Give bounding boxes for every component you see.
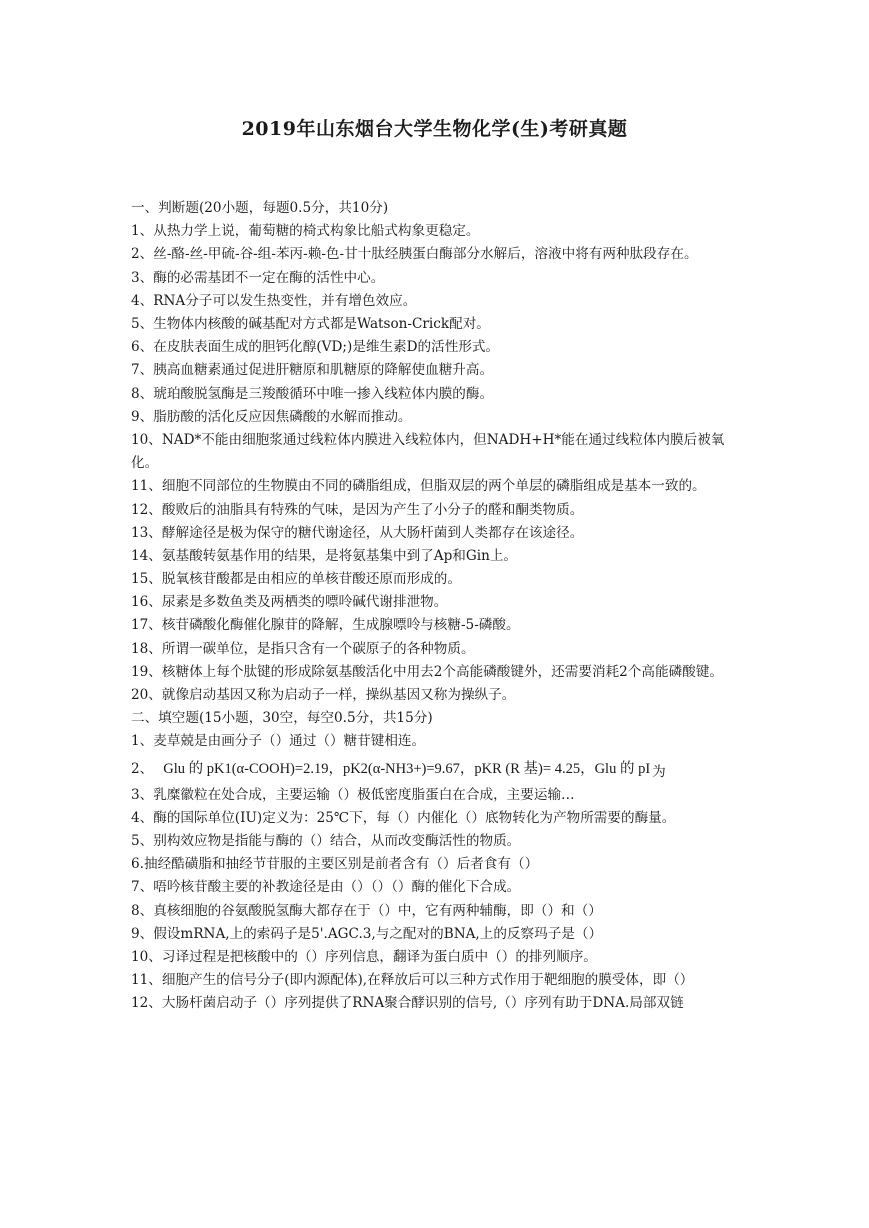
question-item: 2、丝-酪-丝-甲硫-谷-组-苯丙-赖-色-甘十肽经胰蛋白酶部分水解后，溶液中将有两种肽段存在。 bbox=[131, 246, 698, 263]
question-item: 16、尿素是多数鱼类及两栖类的嘌呤碱代谢排泄物。 bbox=[131, 594, 448, 611]
document-body bbox=[131, 197, 741, 1015]
question-item: 7、唔吟核苷酸主要的补教途径是由（）（）（）酶的催化下合成。 bbox=[131, 879, 521, 896]
question-item: 11、细胞不同部位的生物膜由不同的磷脂组成，但脂双层的两个单层的磷脂组成是基本一致的。 bbox=[131, 478, 706, 495]
section-heading-fill-in: 二、填空题(15小题，30空，每空0.5分，共15分) bbox=[131, 710, 433, 727]
question-item: 7、胰高血糖素通过促进肝糖原和肌糖原的降解使血糖升高。 bbox=[131, 362, 494, 379]
question-item: 19、核糖体上每个肽键的形成除氨基酸活化中用去2个高能磷酸键外，还需要消耗2个高能磷酸键。 bbox=[131, 663, 723, 680]
question-item: 5、别构效应物是指能与酶的（）结合，从而改变酶活性的物质。 bbox=[131, 832, 521, 849]
question-item: 4、RNA分子可以发生热变性，并有增色效应。 bbox=[131, 292, 417, 309]
question-item: 1、从热力学上说，葡萄糖的椅式构象比船式构象更稳定。 bbox=[131, 223, 480, 240]
question-item: 13、酵解途径是极为保守的糖代谢途径，从大肠杆菌到人类都存在该途径。 bbox=[131, 524, 584, 541]
question-item: 9、脂肪酸的活化反应因焦磷酸的水解而推动。 bbox=[131, 408, 412, 425]
question-item: 17、核苷磷酸化酶催化腺苷的降解，生成腺嘌呤与核糖-5-磷酸。 bbox=[131, 617, 520, 634]
question-item: 20、就像启动基因又称为启动子一样，操纵基因又称为操纵子。 bbox=[131, 687, 516, 704]
question-item: 15、脱氧核苷酸都是由相应的单核苷酸还原而形成的。 bbox=[131, 571, 461, 588]
question-item: 12、大肠杆菌启动子（）序列提供了RNA聚合酵识别的信号,（）序列有助于DNA.局部双链 bbox=[131, 995, 684, 1012]
formula-text: Glu 的 pK1(α-COOH)=2.19，pK2(α-NH3+)=9.67，pKR (R 基)= 4.25，Glu 的 pI bbox=[163, 760, 651, 777]
question-item: 6、在皮肤表面生成的胆钙化醇(VD;)是维生素D的活性形式。 bbox=[131, 339, 500, 356]
question-item: 11、细胞产生的信号分子(即内源配体),在释放后可以三种方式作用于靶细胞的膜受体，即（） bbox=[131, 972, 694, 989]
question-item: 10、NAD*不能由细胞浆通过线粒体内膜进入线粒体内，但NADH+H*能在通过线粒体内膜后被氧化。 bbox=[131, 431, 725, 472]
question-item: 3、酶的必需基团不一定在酶的活性中心。 bbox=[131, 269, 385, 286]
question-item-formula bbox=[131, 754, 741, 784]
question-item: 18、所谓一碳单位，是指只含有一个碳原子的各种物质。 bbox=[131, 640, 475, 657]
question-item: 6.抽经酷磺脂和抽经节苷服的主要区别是前者含有（）后者食有（） bbox=[131, 856, 539, 873]
page-title: 2019年山东烟台大学生物化学(生)考研真题 bbox=[241, 118, 628, 140]
section-heading-true-false: 一、判断题(20小题，每题0.5分，共10分) bbox=[131, 200, 389, 216]
question-item: 3、乳糜徽粒在处合成，主要运输（）极低密度脂蛋白在合成，主要运输… bbox=[131, 786, 575, 803]
question-item: 8、真核细胞的谷氨酸脱氢酶大都存在于（）中，它有两种辅酶，即（）和（） bbox=[131, 902, 602, 919]
question-item: 10、习译过程是把核酸中的（）序列信息，翻译为蛋白质中（）的排列顺序。 bbox=[131, 948, 597, 965]
question-item: 5、生物体内核酸的碱基配对方式都是Watson-Crick配对。 bbox=[131, 315, 490, 332]
question-item: 1、麦草兢是由画分子（）通过（）糖苷键相连。 bbox=[131, 733, 426, 750]
question-item: 8、琥珀酸脱氢酶是三羧酸循环中唯一掺入线粒体内膜的酶。 bbox=[131, 385, 494, 402]
question-item: 4、酶的国际单位(IU)定义为：25℃下，每（）内催化（）底物转化为产物所需要的酶量。 bbox=[131, 809, 676, 826]
question-item: 12、酸败后的油脂具有特殊的气味，是因为产生了小分子的醛和酮类物质。 bbox=[131, 501, 584, 518]
question-item: 14、氨基酸转氨基作用的结果，是将氨基集中到了Ap和Gin上。 bbox=[131, 547, 518, 564]
question-number: 2、 bbox=[131, 760, 154, 777]
formula-suffix: 为 bbox=[652, 763, 666, 780]
question-item: 9、假设mRNA,上的索码子是5'.AGC.3,与之配对的BNA,上的反察玛子是（） bbox=[131, 925, 603, 942]
